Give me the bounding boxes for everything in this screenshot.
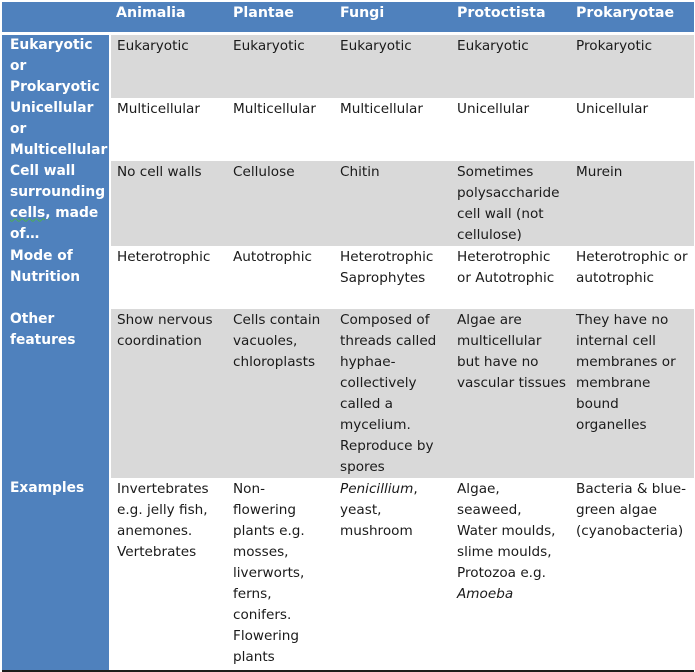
header-protoctista: Protoctista <box>451 2 570 33</box>
row-label: Mode of Nutrition <box>2 246 110 309</box>
row-cell-type <box>2 33 694 98</box>
cell-fungi: Composed of threads called hyphae- collectively called a mycelium. Reproduce by spores <box>334 309 451 478</box>
cell-animalia: Show nervous coordination <box>110 309 227 478</box>
cell-prokaryotae: Prokaryotic <box>570 33 694 98</box>
row-label-underlined: cells, <box>10 204 51 221</box>
cell-animalia: Invertebrates e.g. jelly fish, anemones. Vertebrates <box>110 478 227 671</box>
header-prokaryotae: Prokaryotae <box>570 2 694 33</box>
genus-name: Penicillium <box>340 480 414 497</box>
cell-animalia: Multicellular <box>110 98 227 161</box>
cell-plantae: Autotrophic <box>227 246 334 309</box>
cell-fungi <box>334 478 451 671</box>
row-label: Eukaryotic or Prokaryotic <box>2 33 110 98</box>
cell-plantae: Eukaryotic <box>227 33 334 98</box>
kingdom-classification-table <box>2 2 694 672</box>
row-label-part: made of… <box>10 204 99 242</box>
cell-plantae: Non- flowering plants e.g. mosses, liverworts, ferns, conifers. Flowering plants <box>227 478 334 671</box>
cell-animalia: Heterotrophic <box>110 246 227 309</box>
cell-fungi: Eukaryotic <box>334 33 451 98</box>
cell-text: Algae, seaweed, Water moulds, slime moulds, Protozoa e.g. <box>457 480 556 581</box>
header-corner <box>2 2 110 33</box>
cell-animalia: Eukaryotic <box>110 33 227 98</box>
row-label: Unicellular or Multicellular <box>2 98 110 161</box>
cell-protoctista: Eukaryotic <box>451 33 570 98</box>
row-cellularity <box>2 98 694 161</box>
row-examples <box>2 478 694 671</box>
cell-prokaryotae: Unicellular <box>570 98 694 161</box>
cell-protoctista: Sometimes polysaccharide cell wall (not cellulose) <box>451 161 570 246</box>
cell-plantae: Multicellular <box>227 98 334 161</box>
header-plantae: Plantae <box>227 2 334 33</box>
cell-animalia: No cell walls <box>110 161 227 246</box>
header-row <box>2 2 694 33</box>
row-label <box>2 161 110 246</box>
cell-protoctista: Algae are multicellular but have no vascular tissues <box>451 309 570 478</box>
cell-plantae: Cellulose <box>227 161 334 246</box>
genus-name: Amoeba <box>457 585 514 602</box>
cell-text: , yeast, mushroom <box>340 480 418 539</box>
row-nutrition <box>2 246 694 309</box>
cell-plantae: Cells contain vacuoles, chloroplasts <box>227 309 334 478</box>
cell-protoctista <box>451 478 570 671</box>
header-animalia: Animalia <box>110 2 227 33</box>
row-label: Other features <box>2 309 110 478</box>
cell-prokaryotae: Heterotrophic or autotrophic <box>570 246 694 309</box>
cell-fungi: Heterotrophic Saprophytes <box>334 246 451 309</box>
cell-prokaryotae: They have no internal cell membranes or membrane bound organelles <box>570 309 694 478</box>
header-fungi: Fungi <box>334 2 451 33</box>
cell-prokaryotae: Murein <box>570 161 694 246</box>
row-label-part: Cell wall surrounding <box>10 162 106 200</box>
cell-protoctista: Heterotrophic or Autotrophic <box>451 246 570 309</box>
row-label: Examples <box>2 478 110 671</box>
cell-protoctista: Unicellular <box>451 98 570 161</box>
cell-prokaryotae: Bacteria & blue- green algae (cyanobacteria) <box>570 478 694 671</box>
row-other-features <box>2 309 694 478</box>
cell-fungi: Chitin <box>334 161 451 246</box>
row-cell-wall <box>2 161 694 246</box>
cell-fungi: Multicellular <box>334 98 451 161</box>
